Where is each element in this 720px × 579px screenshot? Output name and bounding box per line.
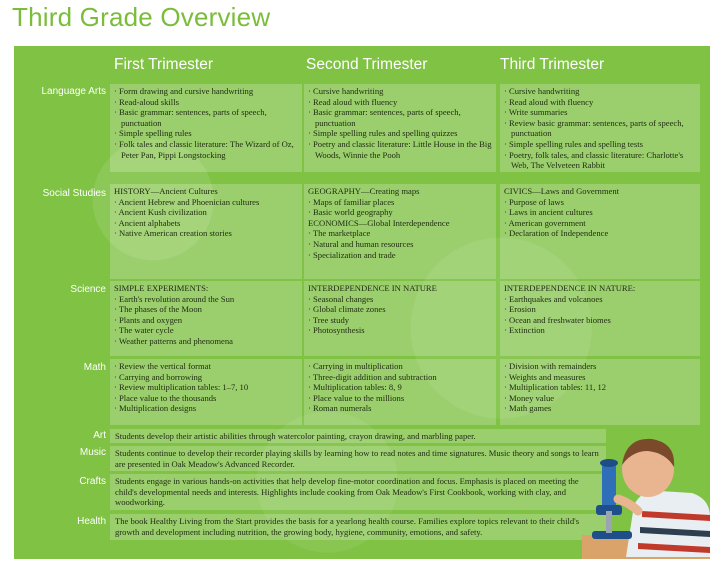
list-item: · Read-aloud skills (114, 97, 298, 108)
list-item: · Carrying and borrowing (114, 372, 298, 383)
science-t3-heading: INTERDEPENDENCE IN NATURE: (504, 283, 636, 293)
cell-science-t2 (304, 281, 496, 356)
list-item: · Poetry, folk tales, and classic literature: Charlotte's Web, The Velveteen Rabbit (504, 150, 696, 171)
list-item: · Simple spelling rules and spelling quizzes (308, 128, 492, 139)
list-item: · Cursive handwriting (308, 86, 492, 97)
list-item: · Purpose of laws (504, 197, 696, 208)
row-label-health: Health (77, 516, 106, 527)
column-header-third: Third Trimester (500, 56, 605, 73)
list-item: · The phases of the Moon (114, 304, 298, 315)
list-item: · Tree study (308, 315, 492, 326)
list-item: · Basic grammar: sentences, parts of speech, punctuation (114, 107, 298, 128)
list-item: · Erosion (504, 304, 696, 315)
overview-board (14, 46, 710, 559)
cell-social-studies-t3 (500, 184, 700, 279)
row-label-language-arts: Language Arts (41, 86, 106, 97)
list-item: · Place value to the thousands (114, 393, 298, 404)
list-item: · Seasonal changes (308, 294, 492, 305)
list-item: · Specialization and trade (308, 250, 492, 261)
column-header-first: First Trimester (114, 56, 214, 73)
row-label-crafts: Crafts (79, 476, 106, 487)
list-item: · Natural and human resources (308, 239, 492, 250)
list-item: · Place value to the millions (308, 393, 492, 404)
list-item: · Basic grammar: sentences, parts of speech, punctuation (308, 107, 492, 128)
list-item: · Weather patterns and phenomena (114, 336, 298, 347)
list-item: · Ancient Kush civilization (114, 207, 298, 218)
list-item: · Global climate zones (308, 304, 492, 315)
list-item: · Plants and oxygen (114, 315, 298, 326)
list-item: · Money value (504, 393, 696, 404)
social-studies-t1-heading: HISTORY—Ancient Cultures (114, 186, 218, 196)
list-item: · Weights and measures (504, 372, 696, 383)
cell-language-arts-t1 (110, 84, 302, 172)
list-item: · The water cycle (114, 325, 298, 336)
list-item: · Ancient alphabets (114, 218, 298, 229)
list-item: · Write summaries (504, 107, 696, 118)
list-item: · Three-digit addition and subtraction (308, 372, 492, 383)
column-header-second: Second Trimester (306, 56, 428, 73)
social-studies-t2-heading-2: ECONOMICS—Global Interdependence (308, 217, 450, 228)
list-item: · Maps of familiar places (308, 197, 492, 208)
crafts-description: Students engage in various hands-on activities that help develop fine-motor coordination and focus. Emphasis is placed on meeting the child's developmental needs and interests. Highlights include cooking from Oak Meadow's First Cookbook, working with clay, and woodworking. (110, 474, 606, 510)
list-item: · Read aloud with fluency (308, 97, 492, 108)
list-item: · Simple spelling rules and spelling tests (504, 139, 696, 150)
list-item: · Poetry and classic literature: Little House in the Big Woods, Winnie the Pooh (308, 139, 492, 160)
list-item: · Read aloud with fluency (504, 97, 696, 108)
list-item: · Form drawing and cursive handwriting (114, 86, 298, 97)
list-item: · Division with remainders (504, 361, 696, 372)
row-label-science: Science (70, 284, 106, 295)
list-item: · Laws in ancient cultures (504, 207, 696, 218)
list-item: · Native American creation stories (114, 228, 298, 239)
cell-language-arts-t2 (304, 84, 496, 172)
list-item: · Multiplication designs (114, 403, 298, 414)
list-item: · Review multiplication tables: 1–7, 10 (114, 382, 298, 393)
cell-science-t3 (500, 281, 700, 356)
list-item: · Simple spelling rules (114, 128, 298, 139)
music-description: Students continue to develop their recorder playing skills by learning how to read notes and time signatures. Music theory and songs to learn are presented in Oak Meadow's Advanced Recorder. (110, 446, 606, 471)
science-t2-heading: INTERDEPENDENCE IN NATURE (308, 283, 437, 293)
list-item: · Carrying in multiplication (308, 361, 492, 372)
cell-math-t2 (304, 359, 496, 425)
cell-social-studies-t2 (304, 184, 496, 279)
list-item: · Ocean and freshwater biomes (504, 315, 696, 326)
list-item: · Extinction (504, 325, 696, 336)
list-item: · Declaration of Independence (504, 228, 696, 239)
science-t1-heading: SIMPLE EXPERIMENTS: (114, 283, 209, 293)
list-item: · Photosynthesis (308, 325, 492, 336)
list-item: · Basic world geography (308, 207, 492, 218)
cell-science-t1 (110, 281, 302, 356)
list-item: · Math games (504, 403, 696, 414)
row-label-social-studies: Social Studies (42, 188, 106, 199)
list-item: · Ancient Hebrew and Phoenician cultures (114, 197, 298, 208)
social-studies-t2-heading: GEOGRAPHY—Creating maps (308, 186, 420, 196)
health-description: The book Healthy Living from the Start provides the basis for a yearlong health course. Families explore topics relevant to their child's growth and development including nutrition, the growing body, hygiene, community, emotions, and safety. (110, 514, 606, 540)
list-item: · Earthquakes and volcanoes (504, 294, 696, 305)
cell-math-t1 (110, 359, 302, 425)
row-label-math: Math (83, 362, 106, 373)
page-title: Third Grade Overview (12, 2, 271, 32)
row-label-music: Music (79, 447, 106, 458)
cell-language-arts-t3 (500, 84, 700, 172)
list-item: · American government (504, 218, 696, 229)
list-item: · The marketplace (308, 228, 492, 239)
art-description: Students develop their artistic abilities through watercolor painting, crayon drawing, and marbling paper. (110, 429, 606, 443)
list-item: · Multiplication tables: 11, 12 (504, 382, 696, 393)
row-label-art: Art (93, 430, 106, 441)
list-item: · Folk tales and classic literature: The Wizard of Oz, Peter Pan, Pippi Longstocking (114, 139, 298, 160)
list-item: · Review basic grammar: sentences, parts of speech, punctuation (504, 118, 696, 139)
cell-social-studies-t1 (110, 184, 302, 279)
list-item: · Roman numerals (308, 403, 492, 414)
list-item: · Review the vertical format (114, 361, 298, 372)
list-item: · Cursive handwriting (504, 86, 696, 97)
social-studies-t3-heading: CIVICS—Laws and Government (504, 186, 620, 196)
list-item: · Multiplication tables: 8, 9 (308, 382, 492, 393)
list-item: · Earth's revolution around the Sun (114, 294, 298, 305)
child-with-microscope-photo (582, 407, 710, 559)
